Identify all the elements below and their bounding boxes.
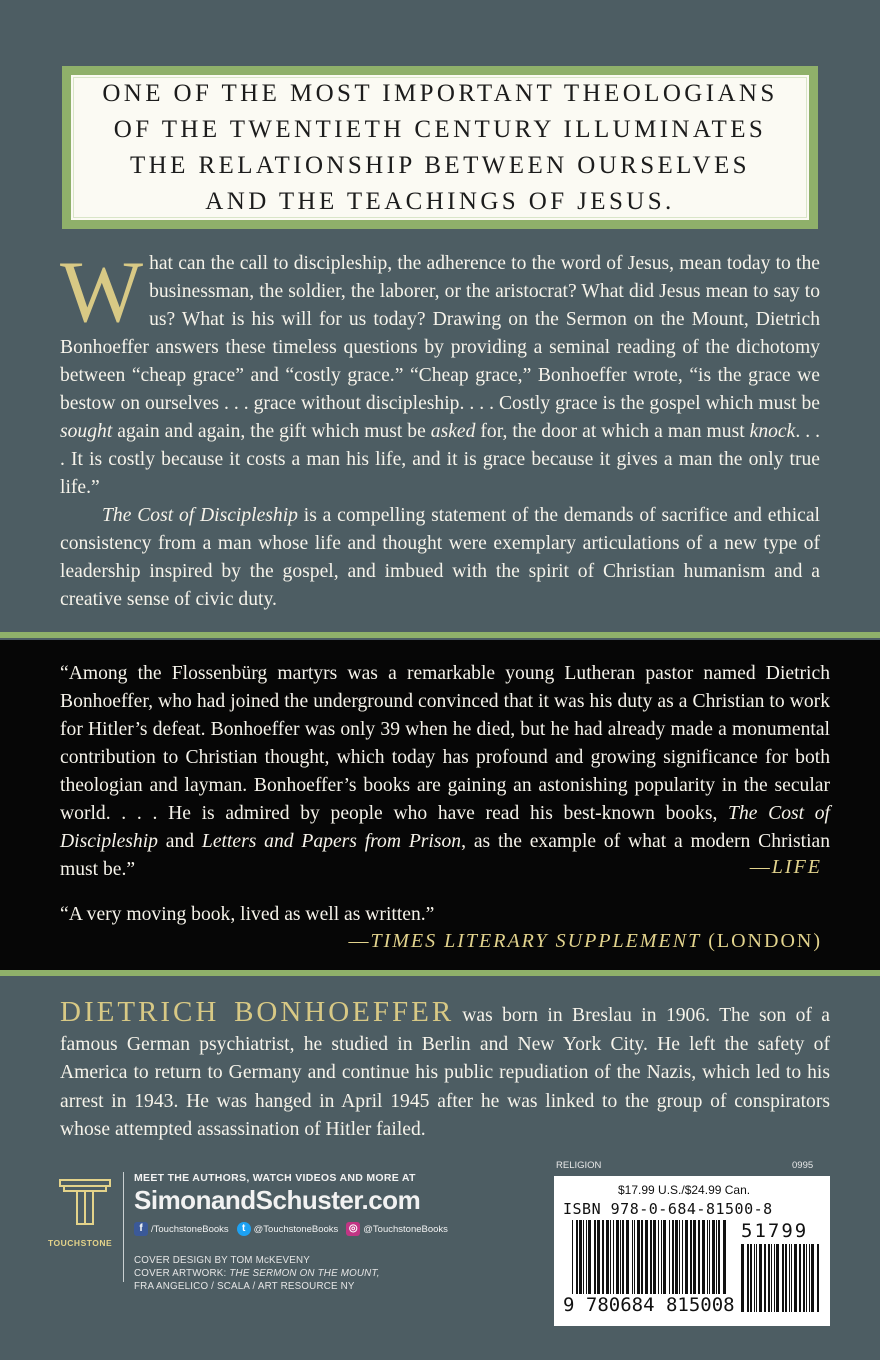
book-description [60,244,820,614]
barcode-bar [693,1220,696,1294]
barcode-bar [698,1220,700,1294]
publisher-promo [134,1172,448,1236]
addon-barcode [741,1244,823,1316]
barcode-bar [756,1244,757,1312]
book-title-italic: The Cost of Discipleship [102,505,298,526]
barcode-bar [669,1220,670,1294]
attribution-dash: — [348,930,371,952]
barcode-bar [594,1220,596,1294]
headline-line: OF THE TWENTIETH CENTURY ILLUMINATES [113,115,767,143]
category-label: RELIGION [556,1160,602,1171]
barcode-bar [632,1220,633,1294]
quote-title-italic: Letters and Papers from Prison [201,831,462,852]
ean-barcode [572,1220,732,1298]
barcode-bar [679,1220,680,1294]
barcode-bar [803,1244,805,1312]
cover-credits [134,1254,380,1293]
life-quote-text [60,660,830,884]
barcode-bar [653,1220,656,1294]
instagram-icon: ◎ [346,1222,360,1236]
facebook-icon: f [134,1222,148,1236]
barcode-bar [641,1220,643,1294]
quote-text: , as the example of what a modern Christian must be.” [60,831,831,880]
isbn-label: ISBN 978-0-684-81500-8 [563,1200,773,1218]
artwork-title: THE SERMON ON THE MOUNT, [229,1268,380,1279]
author-bio [60,998,830,1145]
category-code: 0995 [792,1160,814,1171]
headline-line: THE RELATIONSHIP BETWEEN OURSELVES [130,151,750,179]
barcode-bar [610,1220,611,1294]
green-rule-bottom [0,970,880,976]
drop-cap: W [60,244,144,341]
barcode-bar [768,1244,770,1312]
barcode-bar [602,1220,604,1294]
desc-text: is a compelling statement of the demands of sacrifice and ethical consistency from a man whose life and thought were exemplary articulations of a new type of leadership inspired by the gospel, and imbued with the spirit of Christian humanism and a creative sense of civic duty. [60,505,820,610]
description-paragraph-1 [60,244,820,502]
facebook-link[interactable] [134,1222,229,1236]
headline-line: AND THE TEACHINGS OF JESUS. [205,187,675,215]
tls-attribution [348,930,822,953]
barcode-bar [682,1220,683,1294]
barcode-bar [764,1244,766,1312]
quote-text: “Among the Flossenbürg martyrs was a remarkable young Lutheran pastor named Dietrich Bonhoeffer, who had joined the underground convinced that it was his duty as a Christian to work for Hitler’s defeat. Bonhoeffer was only 39 when he died, but he had already made a monumental contribution to Christian thought, which today has profound and growing significance for both theologian and layman. Bonhoeffer’s books are gaining an astonishing popularity in the secular world. . . . He is admired by people who have read his best-known books, [60,663,830,824]
barcode-bar [707,1220,708,1294]
green-rule-top [0,632,880,638]
addon-number: 51799 [741,1220,809,1242]
price-label: $17.99 U.S./$24.99 Can. [618,1183,751,1197]
facebook-handle: /TouchstoneBooks [151,1223,229,1235]
barcode-bar [576,1220,578,1294]
barcode-bar [811,1244,814,1312]
attribution-dash: — [749,856,772,878]
desc-text: again and again, the gift which must be [112,421,431,442]
attribution-place: (LONDON) [701,930,822,952]
attribution-source: TIMES LITERARY SUPPLEMENT [370,930,702,952]
touchstone-logo-icon [54,1172,116,1234]
author-bio-text [60,998,830,1145]
instagram-link[interactable] [346,1222,448,1236]
barcode-bar [747,1244,749,1312]
social-links [134,1222,448,1236]
website-link[interactable]: SimonandSchuster.com [134,1185,421,1215]
barcode-bar [702,1220,705,1294]
quote-title-italic: The Cost of Discipleship [60,803,830,852]
headline-box [62,66,818,229]
author-name: DIETRICH BONHOEFFER [60,996,455,1028]
barcode-bar [606,1220,609,1294]
barcode-bar [741,1244,744,1312]
barcode-bar [754,1244,755,1312]
attribution-source: LIFE [771,856,822,878]
twitter-link[interactable] [237,1222,339,1236]
publisher-name: TOUCHSTONE [48,1238,113,1248]
barcode-bar [622,1220,624,1294]
barcode-bar [799,1244,801,1312]
barcode-bar [572,1220,573,1294]
twitter-handle: @TouchstoneBooks [253,1223,339,1235]
barcode-bar [716,1220,717,1294]
headline-line: ONE OF THE MOST IMPORTANT THEOLOGIANS [102,79,778,107]
barcode-bar [645,1220,648,1294]
barcode-bar [663,1220,666,1294]
barcode-bar [675,1220,678,1294]
desc-emphasis: asked [430,421,476,442]
credit-line: COVER DESIGN BY TOM McKEVENY [134,1255,310,1266]
barcode-bar [759,1244,762,1312]
barcode-bar [789,1244,790,1312]
barcode-bar [613,1220,614,1294]
bio-text: was born in Breslau in 1906. The son of a famous German psychiatrist, he studied in Berlin and New York City. He left the safety of America to return to Germany and continue his public repudiation of the Nazis, which led to his arrest in 1943. He was hanged in April 1945 after he was linked to the group of conspirators whose attempted assassination of Hitler failed. [60,1005,830,1140]
barcode-bar [782,1244,784,1312]
desc-emphasis: knock [749,421,796,442]
barcode-bar [672,1220,674,1294]
life-attribution [750,856,822,879]
barcode-bar [586,1220,587,1294]
desc-text: hat can the call to discipleship, the adherence to the word of Jesus, mean today to the businessman, the soldier, the laborer, or the aristocrat? What did Jesus mean to say to us? What is his will for us today? Drawing on the Sermon on the Mount, Dietrich Bonhoeffer answers these timeless questions by providing a seminal reading of the dichotomy between “cheap grace” and “costly grace.” “Cheap grace,” Bonhoeffer wrote, “is the grace we bestow on ourselves . . . grace without discipleship. . . . Costly grace is the gospel which must be [60,253,820,414]
credit-label: COVER ARTWORK: [134,1268,230,1279]
barcode-bar [817,1244,819,1312]
barcode-bar [785,1244,787,1312]
ean-number: 9 780684 815008 [563,1294,735,1316]
barcode-bar [709,1220,710,1294]
barcode-bar [661,1220,662,1294]
description-paragraph-2 [60,502,820,614]
barcode-bar [637,1220,640,1294]
life-quote [60,660,830,884]
barcode-bar [776,1244,779,1312]
barcode-bar [809,1244,810,1312]
barcode-bar [588,1220,591,1294]
barcode-bar [774,1244,775,1312]
barcode-bar [685,1220,688,1294]
barcode-bar [597,1220,600,1294]
credit-line [134,1267,380,1280]
barcode-bar [579,1220,582,1294]
barcode-bar [791,1244,792,1312]
barcode-bar [626,1220,629,1294]
barcode-bar [718,1220,720,1294]
desc-emphasis: sought [60,421,113,442]
barcode-bar [806,1244,807,1312]
barcode-bar [794,1244,797,1312]
tls-quote: “A very moving book, lived as well as written.” [60,904,435,925]
barcode-bar [712,1220,715,1294]
barcode-bar [658,1220,659,1294]
twitter-icon: t [237,1222,251,1236]
barcode-bar [771,1244,772,1312]
barcode-bar [723,1220,726,1294]
barcode-bar [634,1220,635,1294]
barcode-bar [583,1220,584,1294]
barcode-bar [616,1220,619,1294]
barcode-bar [650,1220,652,1294]
credit-line: FRA ANGELICO / SCALA / ART RESOURCE NY [134,1281,355,1292]
barcode-bar [620,1220,621,1294]
desc-text: for, the door at which a man must [475,421,750,442]
barcode-bar [750,1244,752,1312]
instagram-handle: @TouchstoneBooks [363,1223,448,1235]
promo-line: MEET THE AUTHORS, WATCH VIDEOS AND MORE AT [134,1172,416,1184]
barcode-bar [690,1220,692,1294]
vertical-divider [123,1172,124,1282]
desc-text: . . . . It is costly because it costs a man his life, and it is grace because it gives a man the only true life.” [60,421,820,498]
quote-text: and [157,831,202,852]
